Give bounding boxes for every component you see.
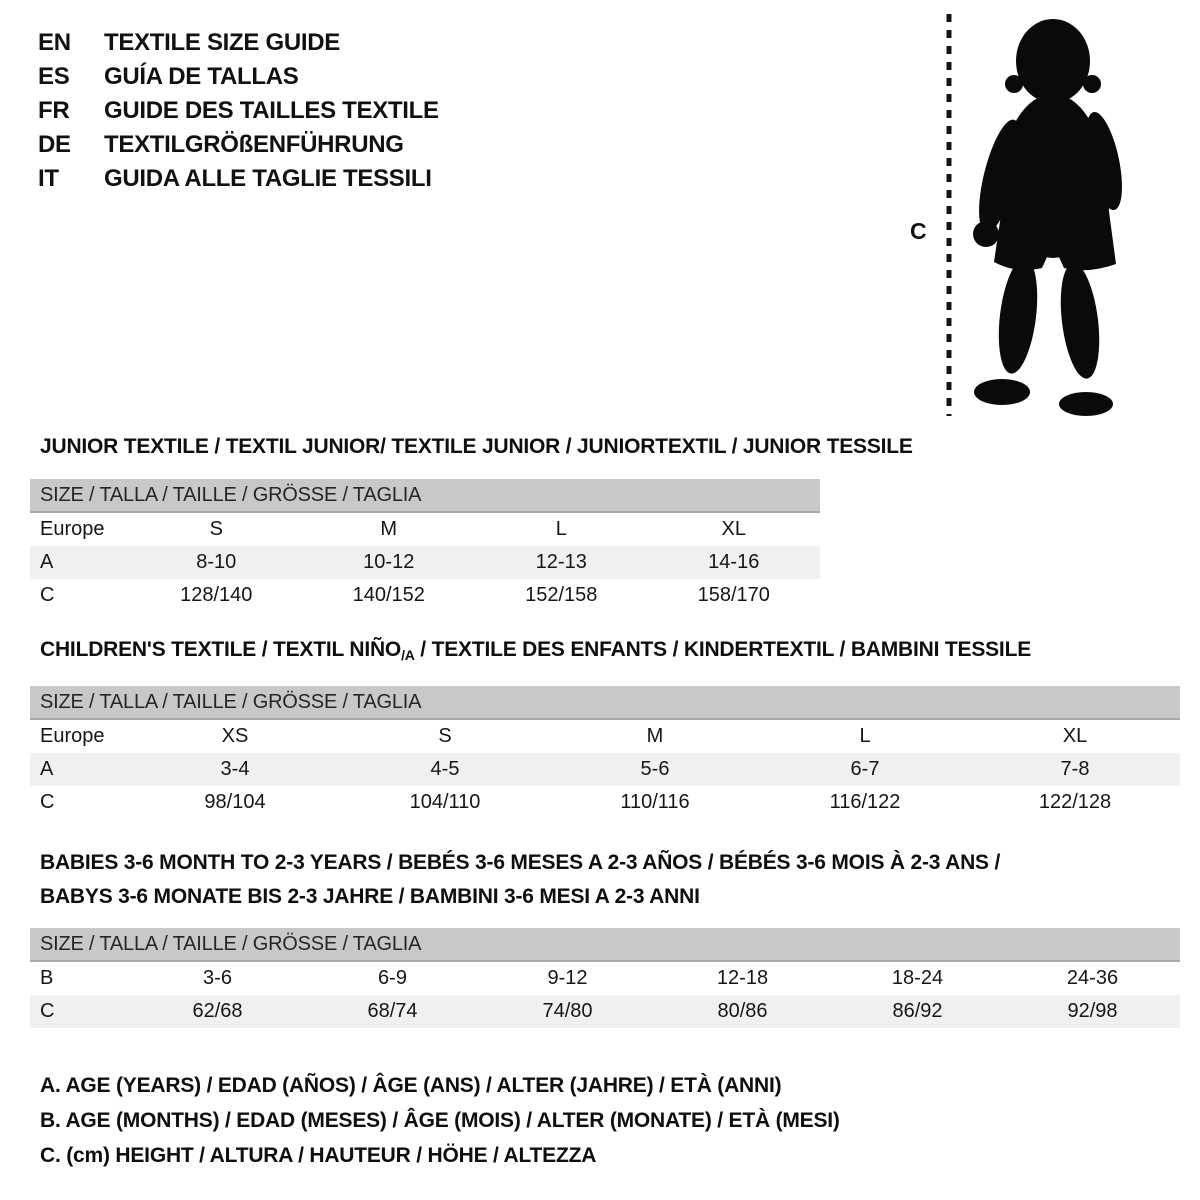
language-title-list [38, 26, 439, 196]
row-label: C [40, 1000, 55, 1022]
table-row [30, 786, 1180, 819]
measure-legend [40, 1068, 840, 1173]
language-code: EN [38, 29, 71, 56]
table-cell: M [380, 518, 398, 540]
children-section-heading [40, 638, 1031, 663]
heading-text: CHILDREN'S TEXTILE / TEXTIL NIÑO [40, 638, 402, 661]
table-cell: 92/98 [1067, 1000, 1118, 1022]
size-header-bar: SIZE / TALLA / TAILLE / GRÖSSE / TAGLIA [30, 479, 820, 513]
table-cell: 110/116 [620, 791, 690, 813]
heading-subscript: /A [401, 647, 415, 663]
row-label: C [40, 584, 55, 606]
table-cell: 6-9 [378, 967, 407, 989]
table-cell: 98/104 [204, 791, 266, 813]
table-cell: 158/170 [697, 584, 770, 606]
row-label: Europe [40, 518, 105, 540]
table-cell: 116/122 [829, 791, 901, 813]
table-cell: S [438, 725, 452, 747]
table-cell: 5-6 [640, 758, 670, 780]
table-row [30, 962, 1180, 995]
table-cell: 8-10 [196, 551, 237, 573]
table-row [30, 546, 820, 579]
heading-line: BABIES 3-6 MONTH TO 2-3 YEARS / BEBÉS 3-6 MESES A 2-3 AÑOS / BÉBÉS 3-6 MOIS À 2-3 ANS / [40, 851, 1001, 874]
table-cell: 80/86 [717, 1000, 768, 1022]
legend-line-a: A. AGE (YEARS) / EDAD (AÑOS) / ÂGE (ANS) / ALTER (JAHRE) / ETÀ (ANNI) [40, 1074, 782, 1097]
table-cell: XS [221, 725, 249, 747]
size-header-bar: SIZE / TALLA / TAILLE / GRÖSSE / TAGLIA [30, 928, 1180, 962]
table-cell: 4-5 [430, 758, 460, 780]
table-cell: XL [1062, 725, 1088, 747]
legend-line-c: C. (cm) HEIGHT / ALTURA / HAUTEUR / HÖHE / ALTEZZA [40, 1144, 597, 1167]
table-cell: 128/140 [180, 584, 253, 606]
table-cell: XL [721, 518, 746, 540]
junior-section-heading: JUNIOR TEXTILE / TEXTIL JUNIOR/ TEXTILE JUNIOR / JUNIORTEXTIL / JUNIOR TESSILE [40, 435, 913, 458]
babies-section-heading [40, 846, 1000, 914]
list-item [38, 60, 439, 94]
table-cell: 122/128 [1038, 791, 1112, 813]
table-cell: 104/110 [409, 791, 481, 813]
babies-size-table [30, 928, 1180, 1028]
table-cell: 12-18 [716, 967, 769, 989]
table-cell: 86/92 [892, 1000, 943, 1022]
table-row [30, 579, 820, 612]
language-code: IT [38, 165, 59, 192]
guide-title: GUIDE DES TAILLES TEXTILE [104, 97, 439, 124]
table-row [30, 753, 1180, 786]
table-cell: L [859, 725, 871, 747]
table-cell: 68/74 [367, 1000, 418, 1022]
list-item [38, 94, 439, 128]
table-cell: 3-6 [203, 967, 232, 989]
row-label: B [40, 967, 54, 989]
table-cell: 24-36 [1066, 967, 1119, 989]
guide-title: TEXTILGRÖßENFÜHRUNG [104, 131, 404, 158]
heading-text: / TEXTILE DES ENFANTS / KINDERTEXTIL / BAMBINI TESSILE [414, 638, 1032, 661]
table-cell: S [209, 518, 223, 540]
guide-title: GUÍA DE TALLAS [104, 63, 299, 90]
table-row [30, 513, 820, 546]
row-label: A [40, 551, 54, 573]
height-dotted-line [944, 14, 954, 416]
table-cell: M [646, 725, 664, 747]
guide-title: TEXTILE SIZE GUIDE [104, 29, 340, 56]
language-code: DE [38, 131, 71, 158]
table-cell: 74/80 [542, 1000, 593, 1022]
list-item [38, 26, 439, 60]
height-measure-label: C [910, 218, 927, 244]
table-cell: 12-13 [535, 551, 587, 573]
table-cell: 10-12 [363, 551, 415, 573]
table-cell: 152/158 [525, 584, 598, 606]
size-header-bar: SIZE / TALLA / TAILLE / GRÖSSE / TAGLIA [30, 686, 1180, 720]
table-cell: 140/152 [352, 584, 425, 606]
table-cell: 3-4 [220, 758, 250, 780]
language-code: FR [38, 97, 70, 124]
table-cell: 6-7 [850, 758, 880, 780]
toddler-silhouette-icon [958, 16, 1142, 418]
row-label: A [40, 758, 54, 780]
table-cell: 62/68 [192, 1000, 243, 1022]
table-cell: 9-12 [547, 967, 588, 989]
row-label: C [40, 791, 55, 813]
table-cell: L [555, 518, 567, 540]
table-row [30, 720, 1180, 753]
legend-line-b: B. AGE (MONTHS) / EDAD (MESES) / ÂGE (MOIS) / ALTER (MONATE) / ETÀ (MESI) [40, 1109, 840, 1132]
heading-line: BABYS 3-6 MONATE BIS 2-3 JAHRE / BAMBINI 3-6 MESI A 2-3 ANNI [40, 885, 700, 908]
table-cell: 14-16 [708, 551, 760, 573]
junior-size-table [30, 479, 820, 612]
table-cell: 7-8 [1060, 758, 1090, 780]
row-label: Europe [40, 725, 105, 747]
language-code: ES [38, 63, 70, 90]
children-size-table [30, 686, 1180, 819]
list-item [38, 128, 439, 162]
guide-title: GUIDA ALLE TAGLIE TESSILI [104, 165, 432, 192]
list-item [38, 162, 439, 196]
table-cell: 18-24 [891, 967, 944, 989]
table-row [30, 995, 1180, 1028]
